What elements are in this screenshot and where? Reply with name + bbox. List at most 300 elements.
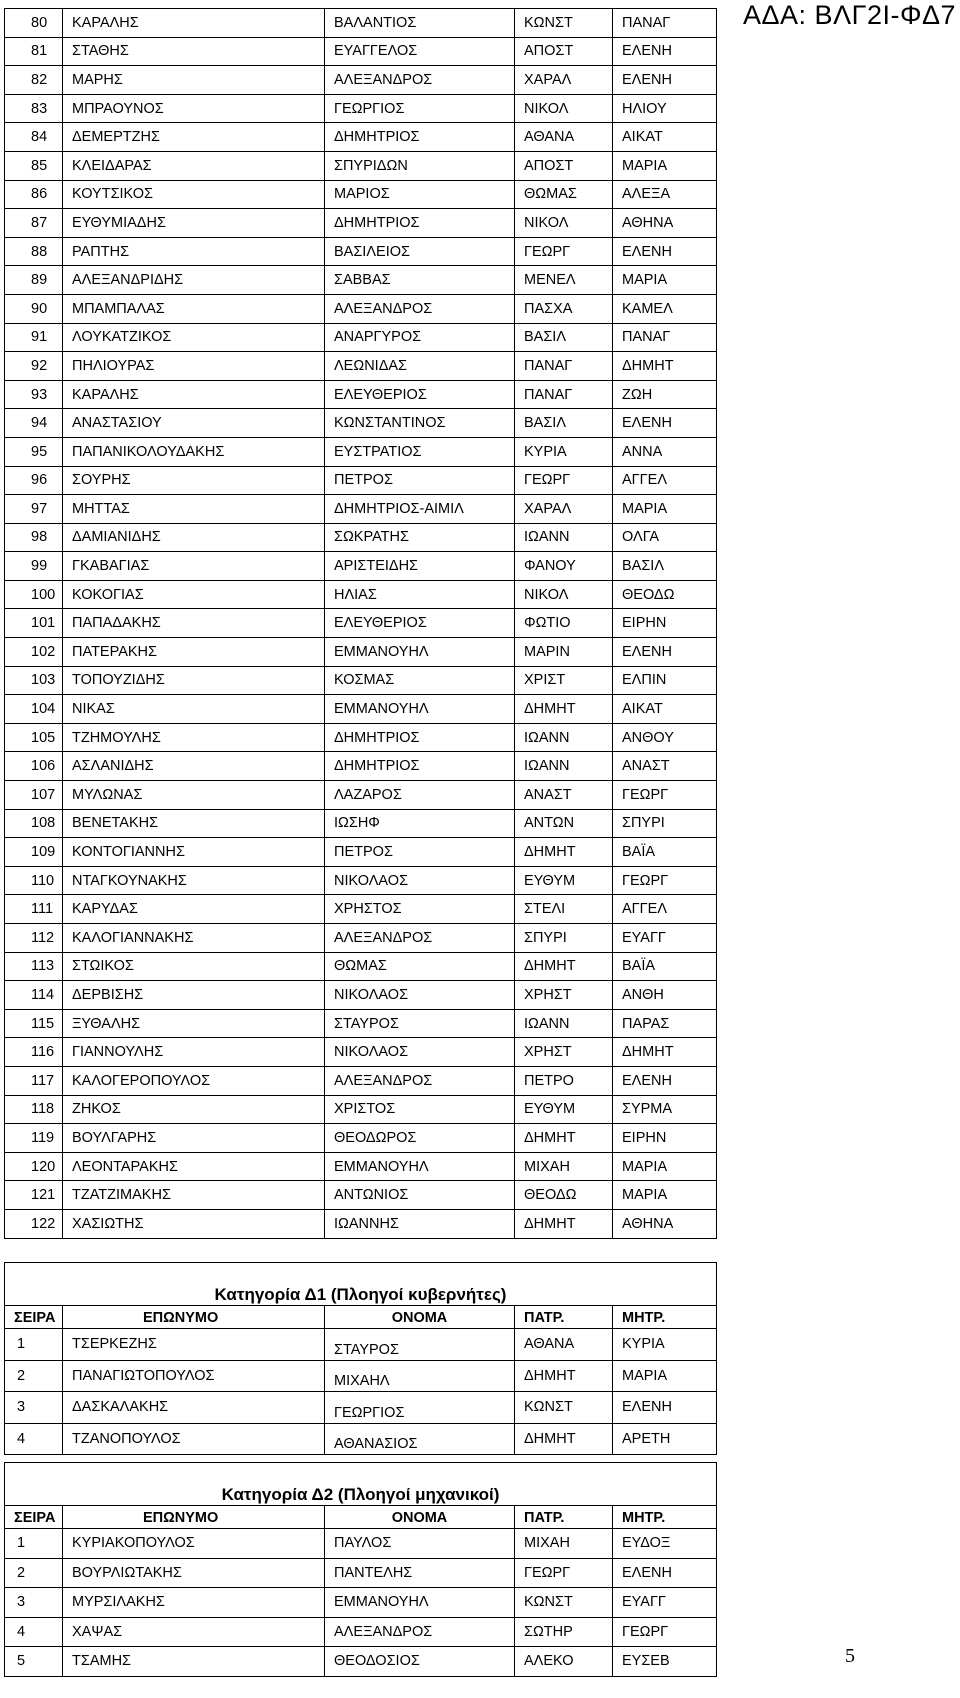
- cell-onoma: ΒΑΣΙΛΕΙΟΣ: [325, 237, 515, 266]
- table-row: [5, 323, 717, 352]
- cell-onoma: ΔΗΜΗΤΡΙΟΣ: [325, 209, 515, 238]
- cell-onoma: ΕΥΣΤΡΑΤΙΟΣ: [325, 437, 515, 466]
- cell-onoma: ΜΑΡΙΟΣ: [325, 180, 515, 209]
- cell-eponymo: ΓΙΑΝΝΟΥΛΗΣ: [63, 1038, 325, 1067]
- table-row: [5, 437, 717, 466]
- cell-patr: ΔΗΜΗΤ: [515, 1124, 613, 1153]
- cell-patr: ΜΙΧΑΗ: [515, 1529, 613, 1559]
- cell-eponymo: ΑΝΑΣΤΑΣΙΟΥ: [63, 409, 325, 438]
- cell-patr: ΓΕΩΡΓ: [515, 466, 613, 495]
- cell-onoma: ΑΛΕΞΑΝΔΡΟΣ: [325, 924, 515, 953]
- cell-onoma: ΕΜΜΑΝΟΥΗΛ: [325, 1152, 515, 1181]
- cell-mitr: ΣΥΡΜΑ: [613, 1095, 717, 1124]
- cell-mitr: ΟΛΓΑ: [613, 523, 717, 552]
- cell-seira: 110: [5, 866, 63, 895]
- cell-seira: 81: [5, 37, 63, 66]
- cell-onoma: ΘΕΟΔΟΣΙΟΣ: [325, 1647, 515, 1677]
- col-header-seira: ΣΕΙΡΑ: [5, 1506, 63, 1529]
- table-row: [5, 266, 717, 295]
- cell-eponymo: ΤΣΕΡΚΕΖΗΣ: [63, 1329, 325, 1361]
- cell-seira: 97: [5, 495, 63, 524]
- cell-mitr: ΕΛΕΝΗ: [613, 1558, 717, 1588]
- cell-mitr: ΒΑΪΑ: [613, 952, 717, 981]
- table-row: [5, 895, 717, 924]
- cell-seira: 118: [5, 1095, 63, 1124]
- cell-mitr: ΑΝΘΟΥ: [613, 723, 717, 752]
- cell-onoma: ΣΠΥΡΙΔΩΝ: [325, 151, 515, 180]
- cell-seira: 93: [5, 380, 63, 409]
- cell-seira: 115: [5, 1009, 63, 1038]
- cell-onoma: ΔΗΜΗΤΡΙΟΣ: [325, 752, 515, 781]
- table-row: [5, 209, 717, 238]
- cell-mitr: ΜΑΡΙΑ: [613, 151, 717, 180]
- cell-mitr: ΜΑΡΙΑ: [613, 495, 717, 524]
- cell-seira: 113: [5, 952, 63, 981]
- cell-mitr: ΕΛΕΝΗ: [613, 66, 717, 95]
- cell-mitr: ΑΡΕΤΗ: [613, 1423, 717, 1455]
- cell-seira: 121: [5, 1181, 63, 1210]
- col-header-patr: ΠΑΤΡ.: [515, 1306, 613, 1329]
- table-row: [5, 9, 717, 38]
- cell-onoma: ΕΛΕΥΘΕΡΙΟΣ: [325, 380, 515, 409]
- cell-patr: ΔΗΜΗΤ: [515, 1209, 613, 1238]
- cell-onoma: ΑΛΕΞΑΝΔΡΟΣ: [325, 66, 515, 95]
- cell-onoma: ΣΤΑΥΡΟΣ: [325, 1009, 515, 1038]
- table-row: [5, 695, 717, 724]
- cell-eponymo: ΚΟΝΤΟΓΙΑΝΝΗΣ: [63, 838, 325, 867]
- category-d2-body: [5, 1529, 717, 1677]
- cell-seira: 106: [5, 752, 63, 781]
- cell-seira: 3: [5, 1588, 63, 1618]
- category-d1-title: Κατηγορία Δ1 (Πλοηγοί κυβερνήτες): [5, 1263, 717, 1306]
- cell-eponymo: ΔΕΜΕΡΤΖΗΣ: [63, 123, 325, 152]
- cell-eponymo: ΚΑΡΑΛΗΣ: [63, 380, 325, 409]
- table-row: [5, 866, 717, 895]
- col-header-mitr: ΜΗΤΡ.: [613, 1506, 717, 1529]
- cell-mitr: ΜΑΡΙΑ: [613, 266, 717, 295]
- table-row: [5, 1588, 717, 1618]
- cell-patr: ΠΑΝΑΓ: [515, 352, 613, 381]
- cell-patr: ΜΙΧΑΗ: [515, 1152, 613, 1181]
- table-row: [5, 981, 717, 1010]
- cell-seira: 84: [5, 123, 63, 152]
- cell-patr: ΝΙΚΟΛ: [515, 209, 613, 238]
- cell-onoma: ΑΛΕΞΑΝΔΡΟΣ: [325, 294, 515, 323]
- cell-onoma: ΔΗΜΗΤΡΙΟΣ: [325, 123, 515, 152]
- cell-eponymo: ΑΣΛΑΝΙΔΗΣ: [63, 752, 325, 781]
- cell-mitr: ΕΛΕΝΗ: [613, 237, 717, 266]
- cell-onoma: ΕΥΑΓΓΕΛΟΣ: [325, 37, 515, 66]
- cell-onoma: ΑΝΑΡΓΥΡΟΣ: [325, 323, 515, 352]
- table-row: [5, 294, 717, 323]
- cell-mitr: ΒΑΪΑ: [613, 838, 717, 867]
- cell-eponymo: ΚΑΛΟΓΕΡΟΠΟΥΛΟΣ: [63, 1066, 325, 1095]
- cell-seira: 94: [5, 409, 63, 438]
- cell-onoma: ΠΑΝΤΕΛΗΣ: [325, 1558, 515, 1588]
- cell-mitr: ΜΑΡΙΑ: [613, 1152, 717, 1181]
- cell-onoma: ΑΛΕΞΑΝΔΡΟΣ: [325, 1066, 515, 1095]
- table-row: [5, 1209, 717, 1238]
- cell-eponymo: ΛΟΥΚΑΤΖΙΚΟΣ: [63, 323, 325, 352]
- cell-mitr: ΕΥΑΓΓ: [613, 924, 717, 953]
- cell-patr: ΣΤΕΛΙ: [515, 895, 613, 924]
- table-row: [5, 924, 717, 953]
- cell-seira: 92: [5, 352, 63, 381]
- cell-mitr: ΕΥΔΟΞ: [613, 1529, 717, 1559]
- table-row: [5, 1152, 717, 1181]
- cell-eponymo: ΞΥΘΑΛΗΣ: [63, 1009, 325, 1038]
- cell-patr: ΙΩΑΝΝ: [515, 1009, 613, 1038]
- cell-patr: ΒΑΣΙΛ: [515, 409, 613, 438]
- cell-seira: 82: [5, 66, 63, 95]
- cell-mitr: ΑΝΘΗ: [613, 981, 717, 1010]
- cell-onoma: ΚΩΝΣΤΑΝΤΙΝΟΣ: [325, 409, 515, 438]
- cell-patr: ΠΑΝΑΓ: [515, 380, 613, 409]
- cell-seira: 96: [5, 466, 63, 495]
- table-row: [5, 1009, 717, 1038]
- cell-onoma: ΓΕΩΡΓΙΟΣ: [325, 1392, 515, 1424]
- cell-eponymo: ΑΛΕΞΑΝΔΡΙΔΗΣ: [63, 266, 325, 295]
- cell-patr: ΓΕΩΡΓ: [515, 1558, 613, 1588]
- cell-mitr: ΑΝΝΑ: [613, 437, 717, 466]
- cell-eponymo: ΝΙΚΑΣ: [63, 695, 325, 724]
- cell-onoma: ΑΛΕΞΑΝΔΡΟΣ: [325, 1617, 515, 1647]
- cell-patr: ΘΕΟΔΩ: [515, 1181, 613, 1210]
- cell-onoma: ΕΜΜΑΝΟΥΗΛ: [325, 695, 515, 724]
- cell-eponymo: ΚΟΚΟΓΙΑΣ: [63, 580, 325, 609]
- cell-seira: 4: [5, 1423, 63, 1455]
- cell-mitr: ΕΛΕΝΗ: [613, 1066, 717, 1095]
- cell-mitr: ΖΩΗ: [613, 380, 717, 409]
- table-row: [5, 1617, 717, 1647]
- cell-eponymo: ΜΠΑΜΠΑΛΑΣ: [63, 294, 325, 323]
- col-header-seira: ΣΕΙΡΑ: [5, 1306, 63, 1329]
- cell-eponymo: ΤΖΑΝΟΠΟΥΛΟΣ: [63, 1423, 325, 1455]
- cell-seira: 91: [5, 323, 63, 352]
- table-row: [5, 752, 717, 781]
- cell-seira: 103: [5, 666, 63, 695]
- table-row: [5, 1124, 717, 1153]
- cell-patr: ΙΩΑΝΝ: [515, 723, 613, 752]
- main-table: [4, 8, 717, 1239]
- cell-eponymo: ΔΑΣΚΑΛΑΚΗΣ: [63, 1392, 325, 1424]
- cell-patr: ΠΑΣΧΑ: [515, 294, 613, 323]
- cell-patr: ΔΗΜΗΤ: [515, 695, 613, 724]
- table-row: [5, 466, 717, 495]
- cell-eponymo: ΜΗΤΤΑΣ: [63, 495, 325, 524]
- cell-onoma: ΜΙΧΑΗΛ: [325, 1360, 515, 1392]
- cell-eponymo: ΡΑΠΤΗΣ: [63, 237, 325, 266]
- page-number: 5: [845, 1645, 855, 1667]
- cell-patr: ΝΙΚΟΛ: [515, 94, 613, 123]
- cell-patr: ΚΩΝΣΤ: [515, 9, 613, 38]
- cell-mitr: ΑΘΗΝΑ: [613, 1209, 717, 1238]
- cell-seira: 4: [5, 1617, 63, 1647]
- table-row: [5, 1095, 717, 1124]
- cell-eponymo: ΚΑΡΥΔΑΣ: [63, 895, 325, 924]
- cell-seira: 108: [5, 809, 63, 838]
- category-d2-table: [4, 1462, 717, 1677]
- cell-eponymo: ΠΑΤΕΡΑΚΗΣ: [63, 638, 325, 667]
- cell-onoma: ΑΡΙΣΤΕΙΔΗΣ: [325, 552, 515, 581]
- cell-onoma: ΧΡΙΣΤΟΣ: [325, 1095, 515, 1124]
- cell-seira: 80: [5, 9, 63, 38]
- cell-seira: 104: [5, 695, 63, 724]
- cell-seira: 120: [5, 1152, 63, 1181]
- cell-onoma: ΝΙΚΟΛΑΟΣ: [325, 1038, 515, 1067]
- table-row: [5, 809, 717, 838]
- cell-patr: ΒΑΣΙΛ: [515, 323, 613, 352]
- cell-eponymo: ΚΑΛΟΓΙΑΝΝΑΚΗΣ: [63, 924, 325, 953]
- cell-eponymo: ΜΠΡΑΟΥΝΟΣ: [63, 94, 325, 123]
- cell-patr: ΘΩΜΑΣ: [515, 180, 613, 209]
- cell-onoma: ΘΩΜΑΣ: [325, 952, 515, 981]
- cell-mitr: ΓΕΩΡΓ: [613, 1617, 717, 1647]
- cell-onoma: ΑΝΤΩΝΙΟΣ: [325, 1181, 515, 1210]
- cell-onoma: ΕΜΜΑΝΟΥΗΛ: [325, 638, 515, 667]
- table-row: [5, 37, 717, 66]
- cell-seira: 109: [5, 838, 63, 867]
- cell-onoma: ΠΕΤΡΟΣ: [325, 466, 515, 495]
- cell-patr: ΝΙΚΟΛ: [515, 580, 613, 609]
- table-row: [5, 1038, 717, 1067]
- cell-eponymo: ΠΗΛΙΟΥΡΑΣ: [63, 352, 325, 381]
- cell-patr: ΑΘΑΝΑ: [515, 123, 613, 152]
- cell-onoma: ΗΛΙΑΣ: [325, 580, 515, 609]
- cell-patr: ΑΠΟΣΤ: [515, 151, 613, 180]
- cell-eponymo: ΤΟΠΟΥΖΙΔΗΣ: [63, 666, 325, 695]
- cell-patr: ΣΩΤΗΡ: [515, 1617, 613, 1647]
- cell-mitr: ΑΝΑΣΤ: [613, 752, 717, 781]
- table-row: [5, 523, 717, 552]
- cell-eponymo: ΜΥΛΩΝΑΣ: [63, 781, 325, 810]
- cell-mitr: ΕΛΕΝΗ: [613, 409, 717, 438]
- cell-patr: ΧΡΗΣΤ: [515, 981, 613, 1010]
- cell-patr: ΚΩΝΣΤ: [515, 1392, 613, 1424]
- cell-patr: ΙΩΑΝΝ: [515, 523, 613, 552]
- cell-patr: ΧΡΙΣΤ: [515, 666, 613, 695]
- cell-seira: 107: [5, 781, 63, 810]
- cell-mitr: ΗΛΙΟΥ: [613, 94, 717, 123]
- cell-mitr: ΚΥΡΙΑ: [613, 1329, 717, 1361]
- cell-eponymo: ΒΕΝΕΤΑΚΗΣ: [63, 809, 325, 838]
- cell-seira: 83: [5, 94, 63, 123]
- table-row: [5, 781, 717, 810]
- cell-eponymo: ΜΥΡΣΙΛΑΚΗΣ: [63, 1588, 325, 1618]
- table-row: [5, 952, 717, 981]
- cell-eponymo: ΒΟΥΛΓΑΡΗΣ: [63, 1124, 325, 1153]
- cell-seira: 5: [5, 1647, 63, 1677]
- cell-seira: 95: [5, 437, 63, 466]
- cell-patr: ΠΕΤΡΟ: [515, 1066, 613, 1095]
- cell-seira: 1: [5, 1529, 63, 1559]
- table-row: [5, 1647, 717, 1677]
- cell-eponymo: ΓΚΑΒΑΓΙΑΣ: [63, 552, 325, 581]
- cell-mitr: ΠΑΝΑΓ: [613, 9, 717, 38]
- cell-mitr: ΑΘΗΝΑ: [613, 209, 717, 238]
- cell-eponymo: ΜΑΡΗΣ: [63, 66, 325, 95]
- cell-seira: 85: [5, 151, 63, 180]
- cell-patr: ΔΗΜΗΤ: [515, 1423, 613, 1455]
- cell-onoma: ΕΛΕΥΘΕΡΙΟΣ: [325, 609, 515, 638]
- cell-mitr: ΜΑΡΙΑ: [613, 1181, 717, 1210]
- cell-seira: 101: [5, 609, 63, 638]
- cell-seira: 87: [5, 209, 63, 238]
- cell-mitr: ΚΑΜΕΛ: [613, 294, 717, 323]
- cell-onoma: ΑΘΑΝΑΣΙΟΣ: [325, 1423, 515, 1455]
- table-row: [5, 609, 717, 638]
- cell-onoma: ΒΑΛΑΝΤΙΟΣ: [325, 9, 515, 38]
- cell-patr: ΦΩΤΙΟ: [515, 609, 613, 638]
- table-row: [5, 666, 717, 695]
- cell-onoma: ΛΕΩΝΙΔΑΣ: [325, 352, 515, 381]
- cell-patr: ΑΝΤΩΝ: [515, 809, 613, 838]
- cell-onoma: ΝΙΚΟΛΑΟΣ: [325, 981, 515, 1010]
- table-row: [5, 580, 717, 609]
- cell-mitr: ΒΑΣΙΛ: [613, 552, 717, 581]
- cell-seira: 2: [5, 1558, 63, 1588]
- ada-code: ΑΔΑ: ΒΛΓ2Ι-ΦΔ7: [743, 0, 957, 30]
- cell-patr: ΑΘΑΝΑ: [515, 1329, 613, 1361]
- cell-seira: 100: [5, 580, 63, 609]
- cell-patr: ΑΝΑΣΤ: [515, 781, 613, 810]
- cell-seira: 111: [5, 895, 63, 924]
- table-row: [5, 237, 717, 266]
- cell-eponymo: ΚΛΕΙΔΑΡΑΣ: [63, 151, 325, 180]
- cell-mitr: ΘΕΟΔΩ: [613, 580, 717, 609]
- cell-patr: ΣΠΥΡΙ: [515, 924, 613, 953]
- cell-eponymo: ΠΑΠΑΔΑΚΗΣ: [63, 609, 325, 638]
- cell-eponymo: ΠΑΠΑΝΙΚΟΛΟΥΔΑΚΗΣ: [63, 437, 325, 466]
- col-header-eponymo: ΕΠΩΝΥΜΟ: [63, 1306, 325, 1329]
- cell-mitr: ΑΓΓΕΛ: [613, 895, 717, 924]
- cell-seira: 102: [5, 638, 63, 667]
- cell-mitr: ΑΛΕΞΑ: [613, 180, 717, 209]
- cell-patr: ΧΑΡΑΛ: [515, 66, 613, 95]
- table-row: [5, 1181, 717, 1210]
- cell-seira: 98: [5, 523, 63, 552]
- col-header-eponymo: ΕΠΩΝΥΜΟ: [63, 1506, 325, 1529]
- cell-mitr: ΕΥΣΕΒ: [613, 1647, 717, 1677]
- cell-eponymo: ΔΕΡΒΙΣΗΣ: [63, 981, 325, 1010]
- cell-patr: ΧΑΡΑΛ: [515, 495, 613, 524]
- col-header-patr: ΠΑΤΡ.: [515, 1506, 613, 1529]
- cell-eponymo: ΣΤΑΘΗΣ: [63, 37, 325, 66]
- cell-mitr: ΕΛΠΙΝ: [613, 666, 717, 695]
- cell-onoma: ΧΡΗΣΤΟΣ: [325, 895, 515, 924]
- cell-onoma: ΔΗΜΗΤΡΙΟΣ-ΑΙΜΙΛ: [325, 495, 515, 524]
- cell-onoma: ΝΙΚΟΛΑΟΣ: [325, 866, 515, 895]
- cell-seira: 122: [5, 1209, 63, 1238]
- cell-patr: ΜΕΝΕΛ: [515, 266, 613, 295]
- table-row: [5, 151, 717, 180]
- cell-eponymo: ΖΗΚΟΣ: [63, 1095, 325, 1124]
- table-row: [5, 180, 717, 209]
- cell-eponymo: ΠΑΝΑΓΙΩΤΟΠΟΥΛΟΣ: [63, 1360, 325, 1392]
- cell-onoma: ΘΕΟΔΩΡΟΣ: [325, 1124, 515, 1153]
- cell-mitr: ΕΙΡΗΝ: [613, 609, 717, 638]
- cell-onoma: ΠΑΥΛΟΣ: [325, 1529, 515, 1559]
- cell-mitr: ΕΙΡΗΝ: [613, 1124, 717, 1153]
- cell-seira: 116: [5, 1038, 63, 1067]
- cell-mitr: ΑΓΓΕΛ: [613, 466, 717, 495]
- cell-seira: 88: [5, 237, 63, 266]
- cell-eponymo: ΕΥΘΥΜΙΑΔΗΣ: [63, 209, 325, 238]
- cell-mitr: ΑΙΚΑΤ: [613, 695, 717, 724]
- table-row: [5, 638, 717, 667]
- cell-onoma: ΓΕΩΡΓΙΟΣ: [325, 94, 515, 123]
- cell-mitr: ΕΛΕΝΗ: [613, 1392, 717, 1424]
- col-header-onoma: ΟΝΟΜΑ: [325, 1306, 515, 1329]
- cell-onoma: ΙΩΣΗΦ: [325, 809, 515, 838]
- cell-eponymo: ΣΟΥΡΗΣ: [63, 466, 325, 495]
- col-header-onoma: ΟΝΟΜΑ: [325, 1506, 515, 1529]
- table-row: [5, 409, 717, 438]
- cell-seira: 86: [5, 180, 63, 209]
- table-row: [5, 1329, 717, 1361]
- category-d1-table: [4, 1262, 717, 1455]
- main-table-body: [5, 9, 717, 1239]
- cell-patr: ΚΥΡΙΑ: [515, 437, 613, 466]
- cell-onoma: ΣΤΑΥΡΟΣ: [325, 1329, 515, 1361]
- cell-patr: ΧΡΗΣΤ: [515, 1038, 613, 1067]
- cell-eponymo: ΤΖΗΜΟΥΛΗΣ: [63, 723, 325, 752]
- cell-onoma: ΠΕΤΡΟΣ: [325, 838, 515, 867]
- table-row: [5, 1066, 717, 1095]
- cell-eponymo: ΣΤΩΙΚΟΣ: [63, 952, 325, 981]
- cell-seira: 119: [5, 1124, 63, 1153]
- table-row: [5, 66, 717, 95]
- cell-onoma: ΔΗΜΗΤΡΙΟΣ: [325, 723, 515, 752]
- cell-seira: 112: [5, 924, 63, 953]
- cell-mitr: ΕΛΕΝΗ: [613, 638, 717, 667]
- cell-mitr: ΓΕΩΡΓ: [613, 781, 717, 810]
- cell-seira: 2: [5, 1360, 63, 1392]
- cell-patr: ΔΗΜΗΤ: [515, 838, 613, 867]
- cell-mitr: ΕΛΕΝΗ: [613, 37, 717, 66]
- cell-eponymo: ΝΤΑΓΚΟΥΝΑΚΗΣ: [63, 866, 325, 895]
- cell-patr: ΓΕΩΡΓ: [515, 237, 613, 266]
- cell-eponymo: ΤΣΑΜΗΣ: [63, 1647, 325, 1677]
- cell-onoma: ΣΩΚΡΑΤΗΣ: [325, 523, 515, 552]
- cell-patr: ΔΗΜΗΤ: [515, 952, 613, 981]
- table-row: [5, 1529, 717, 1559]
- cell-patr: ΔΗΜΗΤ: [515, 1360, 613, 1392]
- table-row: [5, 1392, 717, 1424]
- cell-patr: ΕΥΘΥΜ: [515, 866, 613, 895]
- cell-mitr: ΔΗΜΗΤ: [613, 1038, 717, 1067]
- cell-mitr: ΜΑΡΙΑ: [613, 1360, 717, 1392]
- cell-patr: ΑΠΟΣΤ: [515, 37, 613, 66]
- category-d1-body: [5, 1329, 717, 1455]
- cell-mitr: ΔΗΜΗΤ: [613, 352, 717, 381]
- cell-eponymo: ΔΑΜΙΑΝΙΔΗΣ: [63, 523, 325, 552]
- cell-mitr: ΓΕΩΡΓ: [613, 866, 717, 895]
- cell-eponymo: ΚΟΥΤΣΙΚΟΣ: [63, 180, 325, 209]
- cell-onoma: ΣΑΒΒΑΣ: [325, 266, 515, 295]
- table-row: [5, 352, 717, 381]
- table-row: [5, 94, 717, 123]
- cell-patr: ΦΑΝΟΥ: [515, 552, 613, 581]
- cell-eponymo: ΒΟΥΡΛΙΩΤΑΚΗΣ: [63, 1558, 325, 1588]
- cell-eponymo: ΛΕΟΝΤΑΡΑΚΗΣ: [63, 1152, 325, 1181]
- cell-seira: 117: [5, 1066, 63, 1095]
- cell-onoma: ΛΑΖΑΡΟΣ: [325, 781, 515, 810]
- table-row: [5, 552, 717, 581]
- table-row: [5, 1423, 717, 1455]
- cell-eponymo: ΚΥΡΙΑΚΟΠΟΥΛΟΣ: [63, 1529, 325, 1559]
- table-row: [5, 723, 717, 752]
